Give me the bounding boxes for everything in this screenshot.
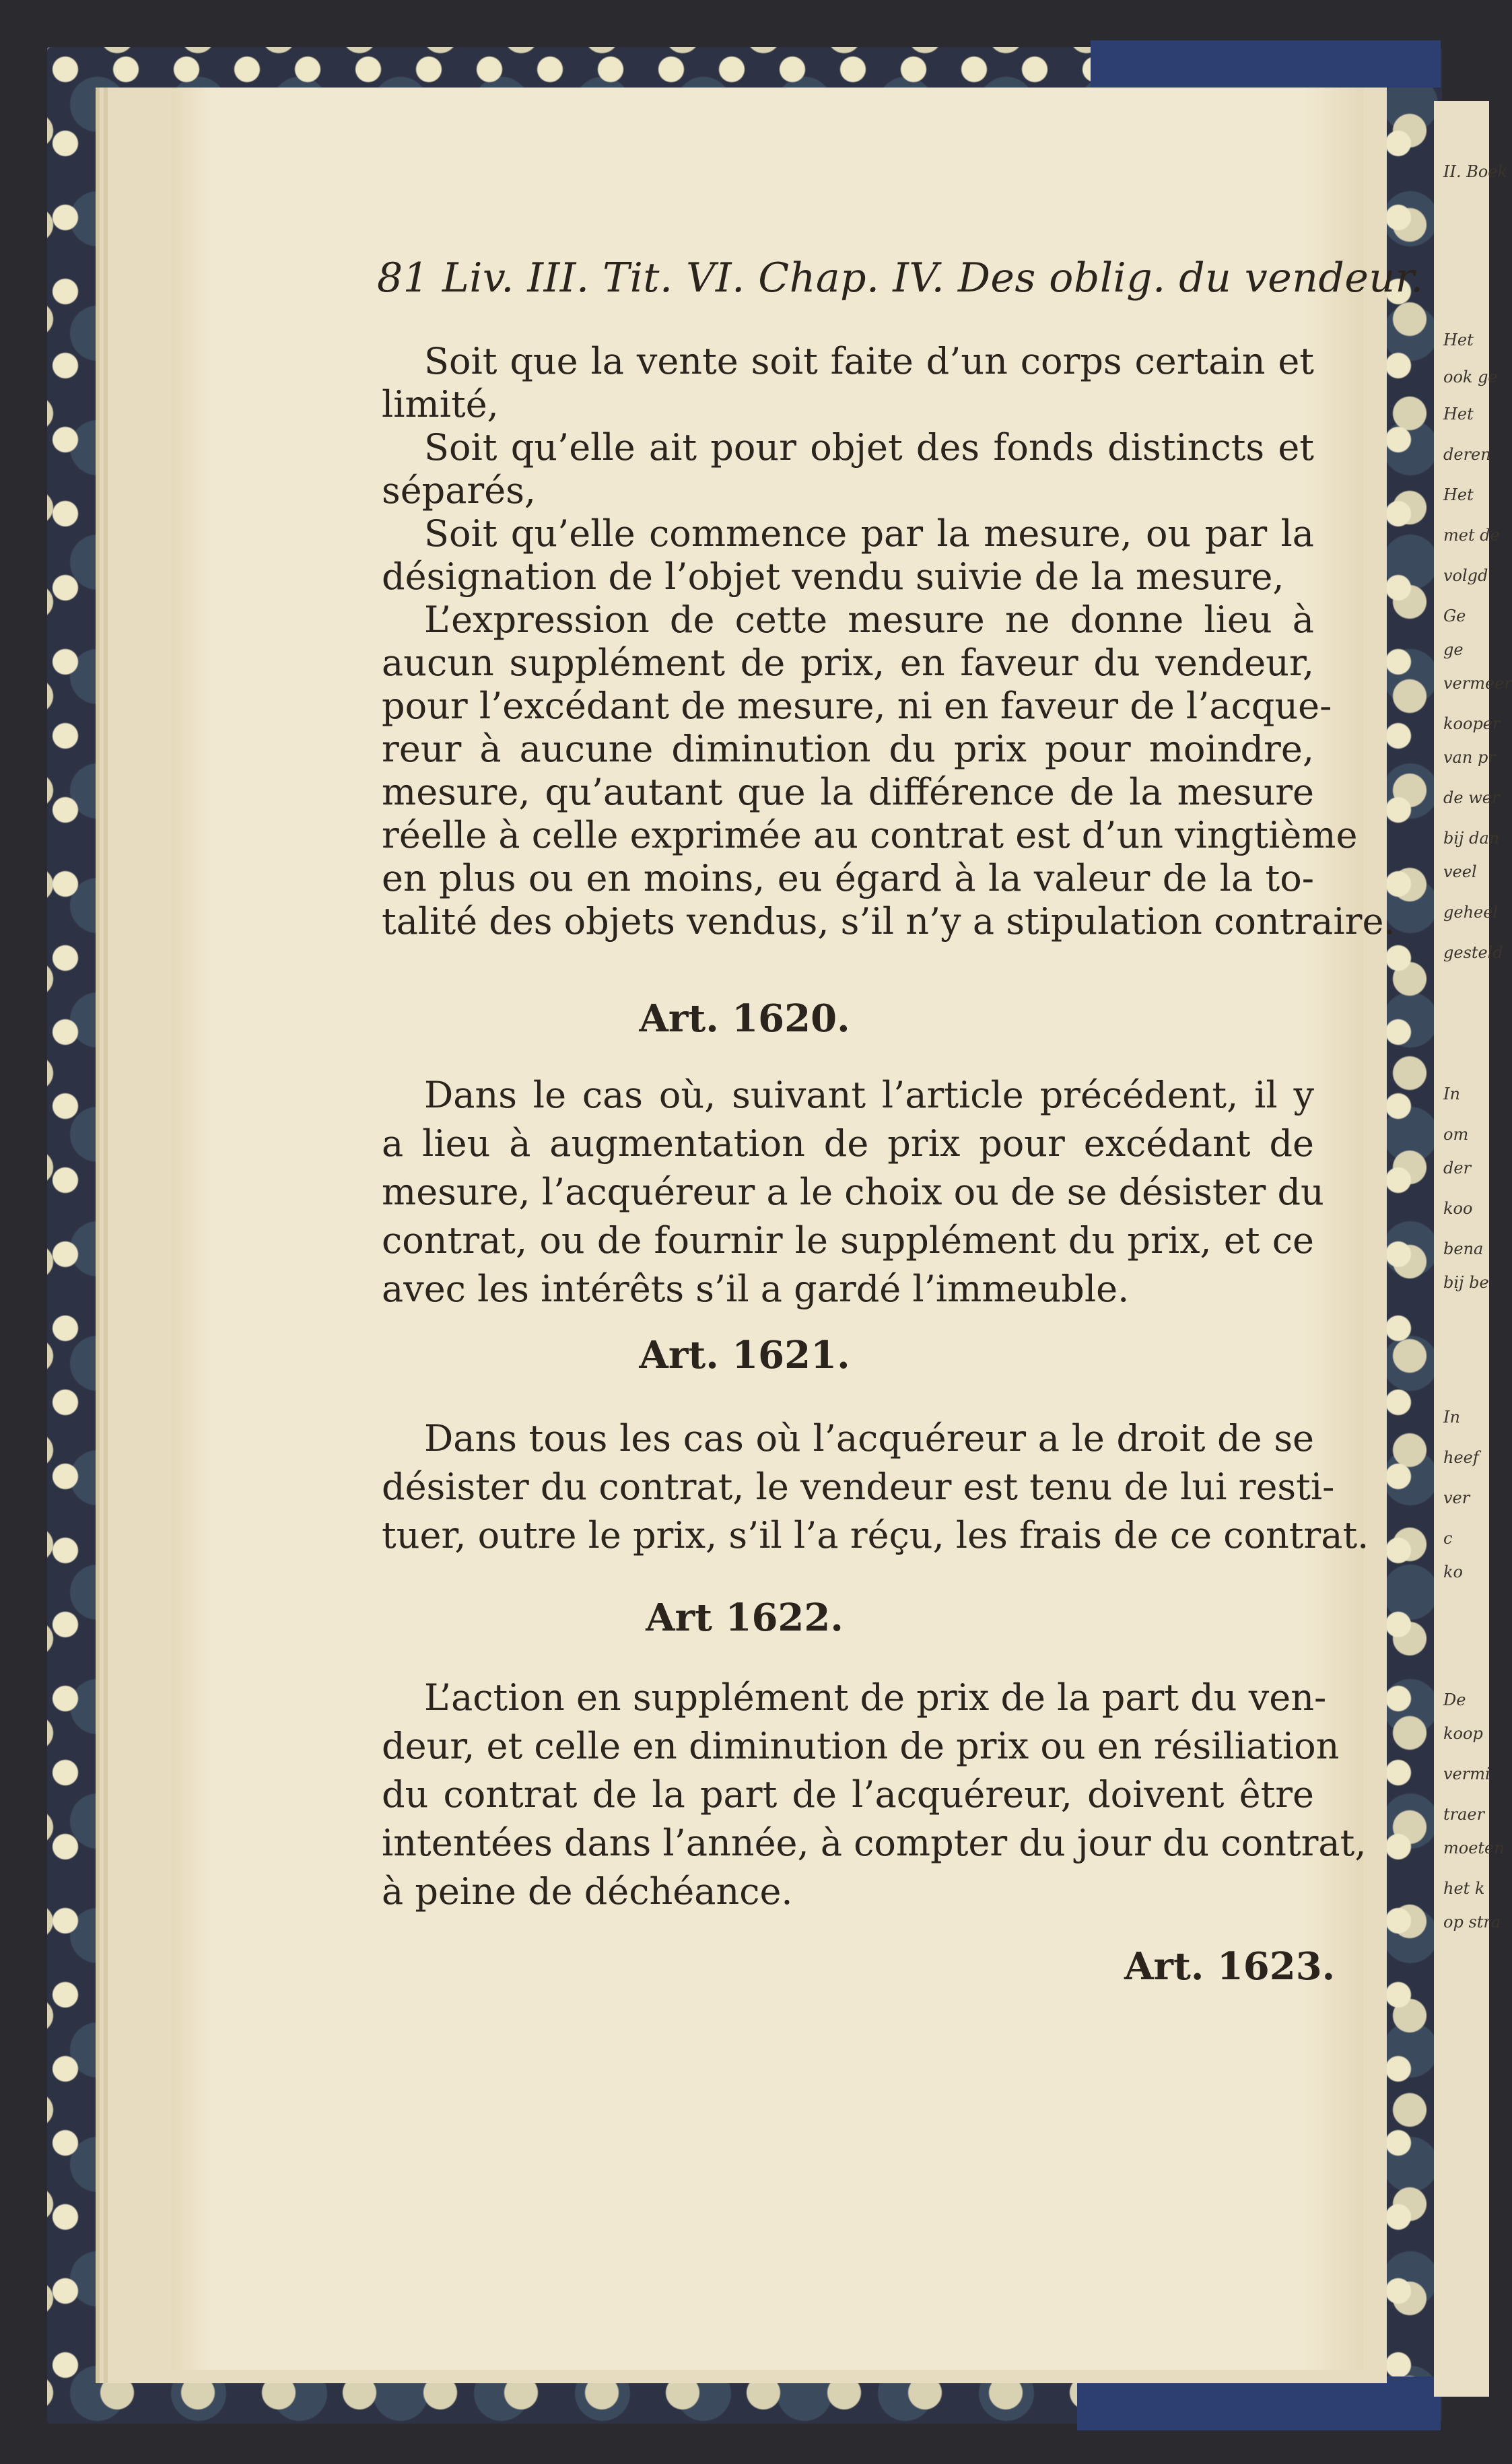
facing-page-fragment: geheel — [1443, 903, 1499, 922]
facing-page-fragment: In — [1443, 1408, 1460, 1427]
catchword: Art. 1623. — [1124, 1944, 1336, 1989]
facing-page-fragment: bena — [1443, 1239, 1484, 1258]
facing-page-fragment: Het — [1443, 331, 1474, 349]
text-line: désignation de l’objet vendu suivie de la mesure, — [382, 555, 1284, 598]
text-line: Soit que la vente soit faite d’un corps certain et — [424, 340, 1314, 382]
facing-page-fragment: moeten — [1443, 1839, 1505, 1857]
facing-page-fragment: op stra — [1443, 1913, 1501, 1931]
facing-page-fragment: ko — [1443, 1563, 1463, 1581]
facing-page-fragment: bij dan — [1443, 829, 1500, 848]
facing-page-fragment: vermeer — [1443, 674, 1512, 693]
facing-page-fragment: de wer — [1443, 788, 1500, 807]
text-line: désister du contrat, le vendeur est tenu de lui resti- — [382, 1466, 1335, 1508]
running-header: 81 Liv. III. Tit. VI. Chap. IV. Des oblig. du vendeur. — [377, 254, 1424, 302]
text-line: aucun supplément de prix, en faveur du vendeur, — [382, 642, 1314, 684]
facing-page-fragment: II. Boek — [1443, 162, 1508, 181]
text-line: Soit qu’elle commence par la mesure, ou par la — [424, 512, 1314, 555]
facing-page-fragment: der — [1443, 1159, 1472, 1177]
facing-page-fragment: ge — [1443, 640, 1464, 659]
text-line: talité des objets vendus, s’il n’y a stipulation contraire. — [382, 900, 1396, 943]
text-line: du contrat de la part de l’acquéreur, doivent être — [382, 1773, 1314, 1816]
facing-page-fragment: heef — [1443, 1448, 1479, 1467]
facing-page-fragment: Het — [1443, 405, 1474, 423]
facing-page-fragment: Ge — [1443, 607, 1466, 625]
text-line: L’expression de cette mesure ne donne lieu à — [424, 598, 1314, 641]
text-line: deur, et celle en diminution de prix ou en résiliation — [382, 1725, 1340, 1767]
facing-page-fragment: van pr — [1443, 748, 1496, 767]
facing-page-fragment: ver — [1443, 1488, 1470, 1507]
article-heading: Art 1622. — [646, 1596, 844, 1640]
facing-page-fragment: In — [1443, 1085, 1460, 1103]
facing-page-fragment: het k — [1443, 1879, 1485, 1898]
facing-page-fragment: vermi — [1443, 1765, 1490, 1783]
article-heading: Art. 1620. — [639, 996, 850, 1041]
text-line: reur à aucune diminution du prix pour moindre, — [382, 728, 1314, 770]
facing-page-fragment: traer — [1443, 1805, 1485, 1824]
text-line: en plus ou en moins, eu égard à la valeur de la to- — [382, 857, 1314, 899]
facing-page-fragment: bij be — [1443, 1273, 1489, 1292]
text-line: pour l’excédant de mesure, ni en faveur de l’acque- — [382, 685, 1332, 727]
facing-page-fragment: koo — [1443, 1199, 1473, 1218]
text-line: avec les intérêts s’il a gardé l’immeuble. — [382, 1268, 1130, 1310]
facing-page-fragment: koop — [1443, 1724, 1483, 1743]
text-line: contrat, ou de fournir le supplément du prix, et ce — [382, 1219, 1314, 1262]
facing-page-fragment: veel — [1443, 862, 1477, 881]
facing-page-fragment: ook ge — [1443, 368, 1498, 386]
text-line: limité, — [382, 383, 499, 425]
article-heading: Art. 1621. — [639, 1333, 850, 1377]
text-line: à peine de déchéance. — [382, 1870, 793, 1913]
text-line: Dans tous les cas où l’acquéreur a le droit de se — [424, 1417, 1314, 1460]
text-line: séparés, — [382, 469, 537, 512]
text-line: réelle à celle exprimée au contrat est d’un vingtième — [382, 814, 1358, 856]
facing-page-fragment: met de — [1443, 526, 1500, 545]
facing-page-fragment: De — [1443, 1690, 1466, 1709]
text-line: tuer, outre le prix, s’il l’a réçu, les frais de ce contrat. — [382, 1514, 1369, 1556]
text-line: intentées dans l’année, à compter du jour du contrat, — [382, 1822, 1367, 1864]
text-line: Soit qu’elle ait pour objet des fonds distincts et — [424, 426, 1314, 469]
text-line: L’action en supplément de prix de la part du ven- — [424, 1676, 1327, 1719]
text-line: a lieu à augmentation de prix pour excédant de — [382, 1122, 1314, 1165]
facing-page-fragment: c — [1443, 1529, 1453, 1548]
facing-page-fragment: volgd — [1443, 566, 1488, 585]
facing-page-fragment: Het — [1443, 485, 1474, 504]
text-line: Dans le cas où, suivant l’article précédent, il y — [424, 1074, 1314, 1116]
text-line: mesure, qu’autant que la différence de la mesure — [382, 771, 1314, 813]
text-line: mesure, l’acquéreur a le choix ou de se désister du — [382, 1171, 1324, 1213]
facing-page-fragment: kooper — [1443, 714, 1501, 733]
facing-page-fragment: deren — [1443, 445, 1491, 464]
facing-page-fragment: om — [1443, 1125, 1469, 1144]
facing-page-fragment: gesteld — [1443, 943, 1503, 962]
